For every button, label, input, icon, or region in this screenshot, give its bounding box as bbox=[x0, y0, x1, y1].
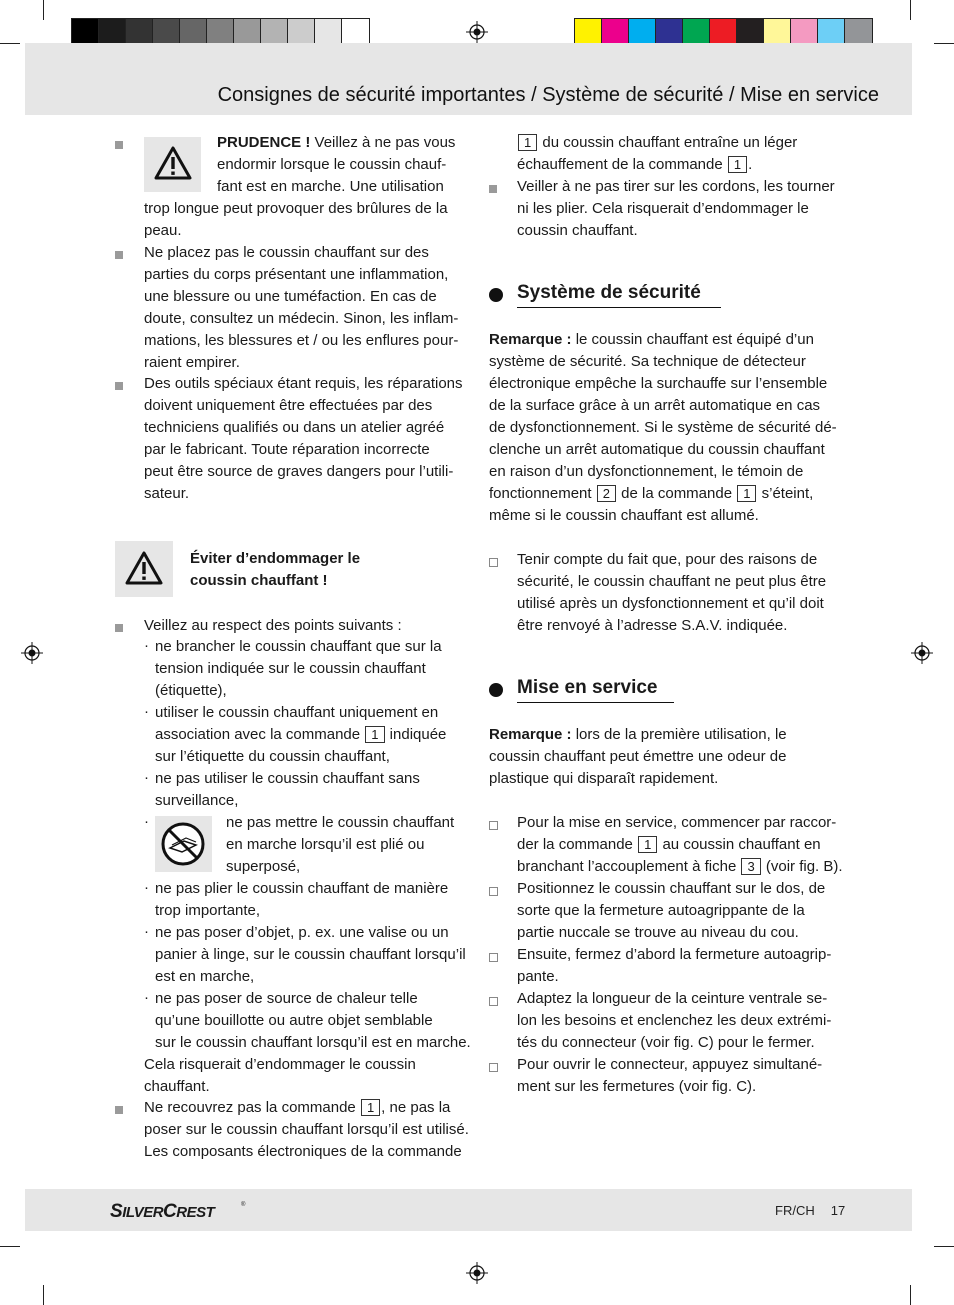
text-line: panier à linge, sur le coussin chauffant lorsqu’il bbox=[155, 946, 466, 963]
text-line: Veillez au respect des points suivants : bbox=[144, 617, 402, 634]
text-line: tension indiquée sur le coussin chauffant bbox=[155, 660, 426, 677]
bullet bbox=[115, 382, 123, 390]
color-swatch bbox=[656, 19, 683, 46]
color-swatch bbox=[764, 19, 791, 46]
color-swatch bbox=[818, 19, 845, 46]
text-line: Pour ouvrir le connecteur, appuyez simultané- bbox=[517, 1056, 823, 1073]
text-line: électronique empêche la surchauffe sur l’ensemble bbox=[489, 375, 828, 392]
text: lors de la première utilisation, le bbox=[571, 726, 787, 743]
color-swatch bbox=[288, 19, 315, 46]
text-line: surveillance, bbox=[155, 792, 239, 809]
text-line: peut être source de graves dangers pour l’utili- bbox=[144, 463, 454, 480]
page-footer-info bbox=[775, 1203, 845, 1218]
part-number: 1 bbox=[361, 1099, 380, 1116]
color-swatch bbox=[207, 19, 234, 46]
text-line: coussin chauffant. bbox=[517, 222, 638, 239]
bullet bbox=[115, 1106, 123, 1114]
color-swatch bbox=[602, 19, 629, 46]
text-line bbox=[517, 154, 752, 176]
text-line: est en marche, bbox=[155, 968, 255, 985]
text-line: trop longue peut provoquer des brûlures de la bbox=[144, 200, 448, 217]
note-label: Remarque : bbox=[489, 331, 572, 348]
section-underline bbox=[517, 307, 721, 308]
warning-icon bbox=[125, 551, 163, 585]
checkbox-bullet bbox=[489, 558, 498, 567]
color-swatch bbox=[180, 19, 207, 46]
text: der la commande bbox=[517, 836, 638, 853]
text: Ne recouvrez pas la commande bbox=[144, 1099, 360, 1116]
registration-mark-icon bbox=[21, 642, 43, 664]
page-number: 17 bbox=[830, 1203, 846, 1218]
checkbox-bullet bbox=[489, 887, 498, 896]
text-line: partie nuccale se trouve au niveau du cou. bbox=[517, 924, 799, 941]
text: de la commande bbox=[616, 485, 737, 502]
text: (voir fig. B). bbox=[761, 858, 843, 875]
no-folding-icon bbox=[160, 821, 206, 867]
text-line: sécurité, le coussin chauffant ne peut plus être bbox=[517, 573, 827, 590]
text-line: parties du corps présentant une inflammation, bbox=[144, 266, 449, 283]
text-line: qu’une bouillotte ou autre objet semblable bbox=[155, 1012, 433, 1029]
text-line: système de sécurité. Sa technique de détecteur bbox=[489, 353, 806, 370]
svg-text:®: ® bbox=[241, 1202, 246, 1208]
text: branchant l’accouplement à fiche bbox=[517, 858, 741, 875]
part-number: 1 bbox=[365, 726, 384, 743]
text: Veillez à ne pas vous bbox=[310, 134, 456, 151]
text-line: fant est en marche. Une utilisation bbox=[217, 178, 444, 195]
text: . bbox=[748, 156, 753, 173]
text-line: tés du connecteur (voir fig. C) pour le fermer. bbox=[517, 1034, 815, 1051]
text-line bbox=[517, 834, 821, 856]
color-swatch bbox=[791, 19, 818, 46]
registration-mark-icon bbox=[466, 21, 488, 43]
color-swatch bbox=[153, 19, 180, 46]
bullet bbox=[489, 185, 497, 193]
text-line: ne pas poser d’objet, p. ex. une valise ou un bbox=[155, 924, 449, 941]
text-line: endormir lorsque le coussin chauf- bbox=[217, 156, 447, 173]
color-swatch bbox=[234, 19, 261, 46]
checkbox-bullet bbox=[489, 1063, 498, 1072]
sub-bullet: · bbox=[144, 923, 149, 940]
checkbox-bullet bbox=[489, 821, 498, 830]
warning-icon bbox=[154, 146, 192, 180]
text-line: Ensuite, fermez d’abord la fermeture autoagrip- bbox=[517, 946, 832, 963]
part-number: 3 bbox=[741, 858, 760, 875]
page-title: Consignes de sécurité importantes / Système de sécurité / Mise en service bbox=[217, 84, 879, 106]
sub-bullet: · bbox=[144, 989, 149, 1006]
text-line: Ne placez pas le coussin chauffant sur des bbox=[144, 244, 429, 261]
text-line bbox=[489, 329, 814, 351]
sub-bullet: · bbox=[144, 637, 149, 654]
warning-heading: Éviter d’endommager le bbox=[190, 550, 361, 567]
text-line: trop importante, bbox=[155, 902, 261, 919]
text-line: mations, les blessures et / ou les enflures pour- bbox=[144, 332, 459, 349]
text: au coussin chauffant en bbox=[658, 836, 821, 853]
text-line: Tenir compte du fait que, pour des raisons de bbox=[517, 551, 818, 568]
crop-mark bbox=[934, 1246, 954, 1247]
crop-mark bbox=[934, 43, 954, 44]
bullet bbox=[115, 251, 123, 259]
text-line: ne pas plier le coussin chauffant de manière bbox=[155, 880, 449, 897]
text-line: poser sur le coussin chauffant lorsqu’il est utilisé. bbox=[144, 1121, 469, 1138]
text-line bbox=[489, 483, 813, 505]
color-swatch bbox=[342, 19, 369, 46]
text-line: sateur. bbox=[144, 485, 190, 502]
text-line: ni les plier. Cela risquerait d’endommager le bbox=[517, 200, 809, 217]
text-line: techniciens qualifiés ou dans un atelier agréé bbox=[144, 419, 445, 436]
prudence-line bbox=[217, 132, 455, 154]
text-line: raient empirer. bbox=[144, 354, 240, 371]
prudence-label: PRUDENCE ! bbox=[217, 134, 311, 151]
locale: FR/CH bbox=[775, 1203, 815, 1218]
text-line: Positionnez le coussin chauffant sur le dos, de bbox=[517, 880, 826, 897]
crop-mark bbox=[910, 1285, 911, 1305]
text-line: en marche lorsqu’il est plié ou bbox=[226, 836, 425, 853]
text-line: sur l’étiquette du coussin chauffant, bbox=[155, 748, 390, 765]
text: s’éteint, bbox=[757, 485, 814, 502]
color-swatch bbox=[72, 19, 99, 46]
text-line: doivent uniquement être effectuées par des bbox=[144, 397, 433, 414]
color-swatch bbox=[629, 19, 656, 46]
text: indiquée bbox=[385, 726, 447, 743]
text-line: coussin chauffant peut émettre une odeur de bbox=[489, 748, 787, 765]
color-swatch bbox=[710, 19, 737, 46]
text-line: chauffant. bbox=[144, 1078, 210, 1095]
text-line: même si le coussin chauffant est allumé. bbox=[489, 507, 759, 524]
text: association avec la commande bbox=[155, 726, 365, 743]
text: échauffement de la commande bbox=[517, 156, 727, 173]
text-line bbox=[517, 132, 797, 154]
text: fonctionnement bbox=[489, 485, 596, 502]
registration-mark-icon bbox=[466, 1262, 488, 1284]
text-line bbox=[144, 1097, 450, 1119]
text-line: utilisé après un dysfonctionnement et qu’il doit bbox=[517, 595, 824, 612]
color-swatch bbox=[683, 19, 710, 46]
text: du coussin chauffant entraîne un léger bbox=[538, 134, 798, 151]
text-line: ne pas utiliser le coussin chauffant sans bbox=[155, 770, 420, 787]
color-swatch bbox=[737, 19, 764, 46]
text-line: utiliser le coussin chauffant uniquement en bbox=[155, 704, 439, 721]
text-line: sur le coussin chauffant lorsqu’il est en marche. bbox=[155, 1034, 471, 1051]
text-line bbox=[489, 724, 787, 746]
crop-mark bbox=[910, 0, 911, 20]
crop-mark bbox=[43, 0, 44, 20]
crop-mark bbox=[0, 1246, 20, 1247]
color-swatch bbox=[126, 19, 153, 46]
text-line: peau. bbox=[144, 222, 182, 239]
text-line: Les composants électroniques de la commande bbox=[144, 1143, 462, 1160]
crop-mark bbox=[0, 43, 20, 44]
text-line: plastique qui disparaît rapidement. bbox=[489, 770, 719, 787]
text-line: Cela risquerait d’endommager le coussin bbox=[144, 1056, 416, 1073]
section-bullet-icon bbox=[489, 288, 503, 302]
text-line: de la surface grâce à un arrêt automatique en cas bbox=[489, 397, 821, 414]
text-line: en raison d’un dysfonctionnement, le témoin de bbox=[489, 463, 804, 480]
text-line: ne pas poser de source de chaleur telle bbox=[155, 990, 418, 1007]
checkbox-bullet bbox=[489, 997, 498, 1006]
bullet bbox=[115, 624, 123, 632]
text-line: Pour la mise en service, commencer par raccor- bbox=[517, 814, 837, 831]
text-line: être renvoyé à l’adresse S.A.V. indiquée. bbox=[517, 617, 788, 634]
crop-mark bbox=[43, 1285, 44, 1305]
silvercrest-logo bbox=[110, 1197, 250, 1223]
color-swatch bbox=[261, 19, 288, 46]
text-line: lon les besoins et enclenchez les deux extrémi- bbox=[517, 1012, 832, 1029]
text-line: doute, consultez un médecin. Sinon, les inflam- bbox=[144, 310, 459, 327]
sub-bullet: · bbox=[144, 879, 149, 896]
sub-bullet: · bbox=[144, 769, 149, 786]
text-line bbox=[155, 724, 446, 746]
text-line: ment sur les fermetures (voir fig. C). bbox=[517, 1078, 757, 1095]
part-number: 1 bbox=[737, 485, 756, 502]
text-line: (étiquette), bbox=[155, 682, 227, 699]
checkbox-bullet bbox=[489, 953, 498, 962]
text-line: Adaptez la longueur de la ceinture ventrale se- bbox=[517, 990, 828, 1007]
note-label: Remarque : bbox=[489, 726, 572, 743]
section-heading-setup: Mise en service bbox=[517, 677, 658, 698]
text-line: de dysfonctionnement. Si le système de sécurité dé- bbox=[489, 419, 837, 436]
text-line: par le fabricant. Toute réparation incorrecte bbox=[144, 441, 430, 458]
text-line: une blessure ou une tuméfaction. En cas de bbox=[144, 288, 437, 305]
text-line: ne brancher le coussin chauffant que sur la bbox=[155, 638, 442, 655]
part-number: 1 bbox=[518, 134, 537, 151]
text-line bbox=[517, 856, 843, 878]
text-line: pante. bbox=[517, 968, 559, 985]
sub-bullet: · bbox=[144, 703, 149, 720]
color-swatch bbox=[315, 19, 342, 46]
text-line: clenche un arrêt automatique du coussin chauffant bbox=[489, 441, 825, 458]
section-underline bbox=[517, 702, 674, 703]
text: le coussin chauffant est équipé d’un bbox=[571, 331, 814, 348]
registration-mark-icon bbox=[911, 642, 933, 664]
text-line: sorte que la fermeture autoagrippante de la bbox=[517, 902, 805, 919]
text: , ne pas la bbox=[381, 1099, 451, 1116]
sub-bullet: · bbox=[144, 813, 149, 830]
part-number: 2 bbox=[597, 485, 616, 502]
section-bullet-icon bbox=[489, 683, 503, 697]
part-number: 1 bbox=[728, 156, 747, 173]
color-swatch bbox=[99, 19, 126, 46]
text-line: ne pas mettre le coussin chauffant bbox=[226, 814, 455, 831]
bullet bbox=[115, 141, 123, 149]
text-line: Veiller à ne pas tirer sur les cordons, les tourner bbox=[517, 178, 835, 195]
color-swatch bbox=[845, 19, 872, 46]
svg-text:SILVERCREST: SILVERCREST bbox=[110, 1201, 215, 1222]
text-line: Des outils spéciaux étant requis, les réparations bbox=[144, 375, 463, 392]
section-heading-safety: Système de sécurité bbox=[517, 282, 701, 303]
part-number: 1 bbox=[638, 836, 657, 853]
color-swatch bbox=[575, 19, 602, 46]
text-line: superposé, bbox=[226, 858, 301, 875]
warning-heading: coussin chauffant ! bbox=[190, 572, 328, 589]
